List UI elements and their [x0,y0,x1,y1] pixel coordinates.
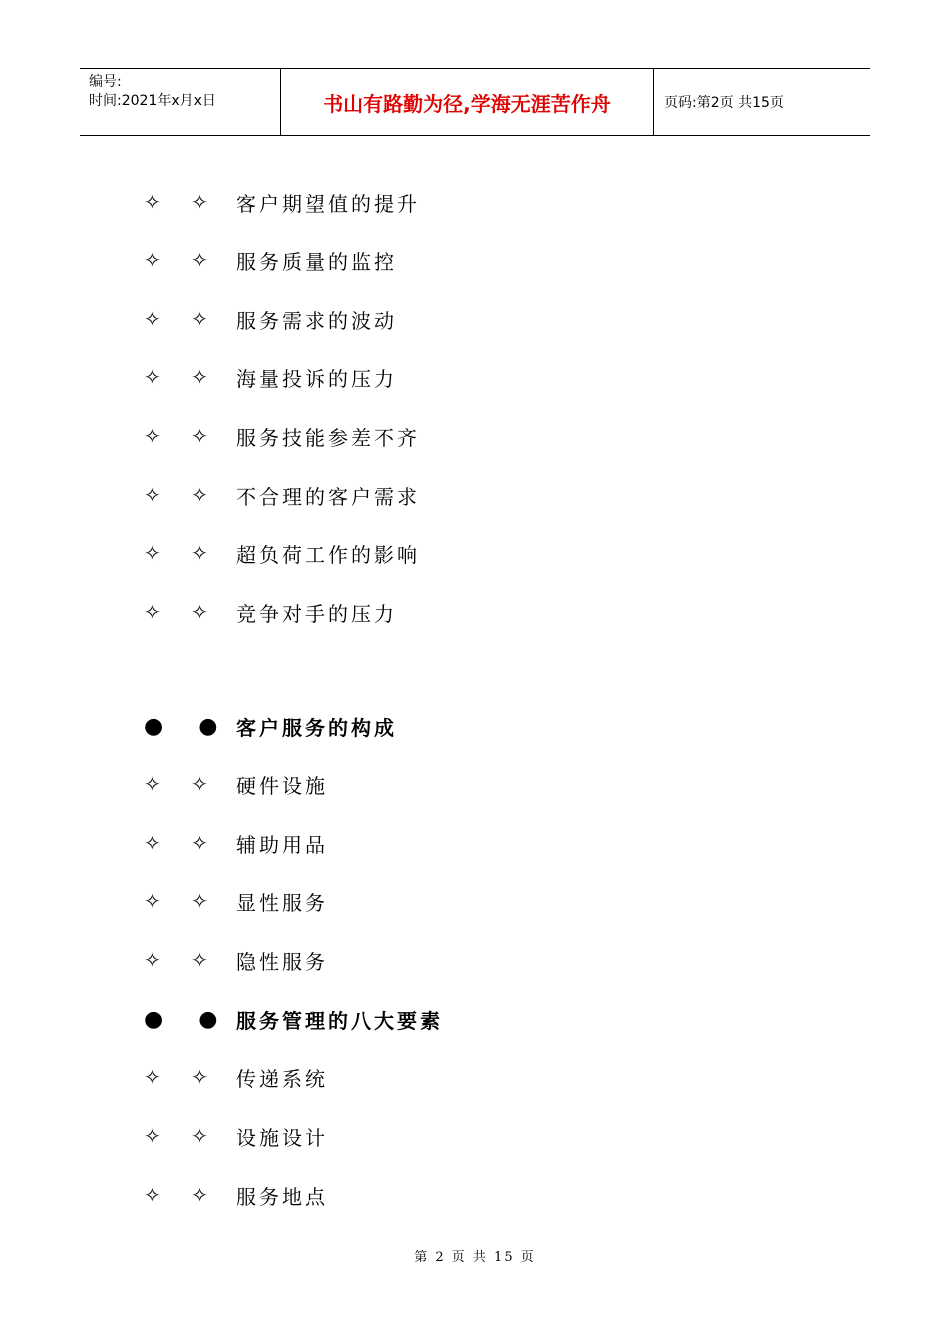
list-item-text: 设施设计 [236,1125,328,1150]
section-heading-text: 服务管理的八大要素 [236,1008,443,1033]
list-item [144,245,397,275]
list-item [144,828,328,858]
list-item-text: 服务质量的监控 [236,249,397,274]
list-item [144,187,420,217]
list-item-text: 硬件设施 [236,773,328,798]
list-item [144,1121,328,1151]
diamond-star-icon: ✧ ✧ [144,1065,220,1089]
list-item-text: 隐性服务 [236,949,328,974]
diamond-star-icon: ✧ ✧ [144,307,220,331]
diamond-star-icon: ✧ ✧ [144,831,220,855]
header-motto: 书山有路勤为径,学海无涯苦作舟 [281,69,654,135]
list-item-text: 超负荷工作的影响 [236,542,420,567]
time-label: 时间:2021年x月x日 [89,93,216,109]
section-heading [144,1004,443,1034]
number-label: 编号: [89,74,122,90]
list-item [144,886,328,916]
diamond-star-icon: ✧ ✧ [144,483,220,507]
list-item [144,421,420,451]
section-heading-text: 客户服务的构成 [236,715,397,740]
diamond-star-icon: ✧ ✧ [144,948,220,972]
list-item-text: 竞争对手的压力 [236,601,397,626]
diamond-star-icon: ✧ ✧ [144,600,220,624]
list-item [144,538,420,568]
list-item-text: 服务需求的波动 [236,308,397,333]
list-item-text: 服务技能参差不齐 [236,425,420,450]
list-item [144,480,420,510]
list-item [144,945,328,975]
diamond-star-icon: ✧ ✧ [144,541,220,565]
list-item [144,1180,328,1210]
diamond-star-icon: ✧ ✧ [144,190,220,214]
section-heading [144,711,397,741]
list-item [144,362,397,392]
page-header [80,68,870,136]
list-item-text: 客户期望值的提升 [236,191,420,216]
list-item-text: 不合理的客户需求 [236,484,420,509]
list-item-text: 服务地点 [236,1184,328,1209]
diamond-star-icon: ✧ ✧ [144,889,220,913]
diamond-star-icon: ✧ ✧ [144,772,220,796]
list-item [144,597,397,627]
list-item [144,1062,328,1092]
list-item [144,304,397,334]
list-item-text: 海量投诉的压力 [236,366,397,391]
list-item [144,769,328,799]
header-page-info: 页码:第2页 共15页 [664,95,784,111]
diamond-star-icon: ✧ ✧ [144,1183,220,1207]
header-meta [80,69,281,135]
diamond-star-icon: ✧ ✧ [144,1124,220,1148]
diamond-star-icon: ✧ ✧ [144,248,220,272]
list-item-text: 显性服务 [236,890,328,915]
diamond-star-icon: ✧ ✧ [144,424,220,448]
list-item-text: 传递系统 [236,1066,328,1091]
bullet-dot-icon: ● ● [144,1006,232,1032]
page-footer: 第 2 页 共 15 页 [414,1250,536,1265]
list-item-text: 辅助用品 [236,832,328,857]
bullet-dot-icon: ● ● [144,713,232,739]
diamond-star-icon: ✧ ✧ [144,365,220,389]
